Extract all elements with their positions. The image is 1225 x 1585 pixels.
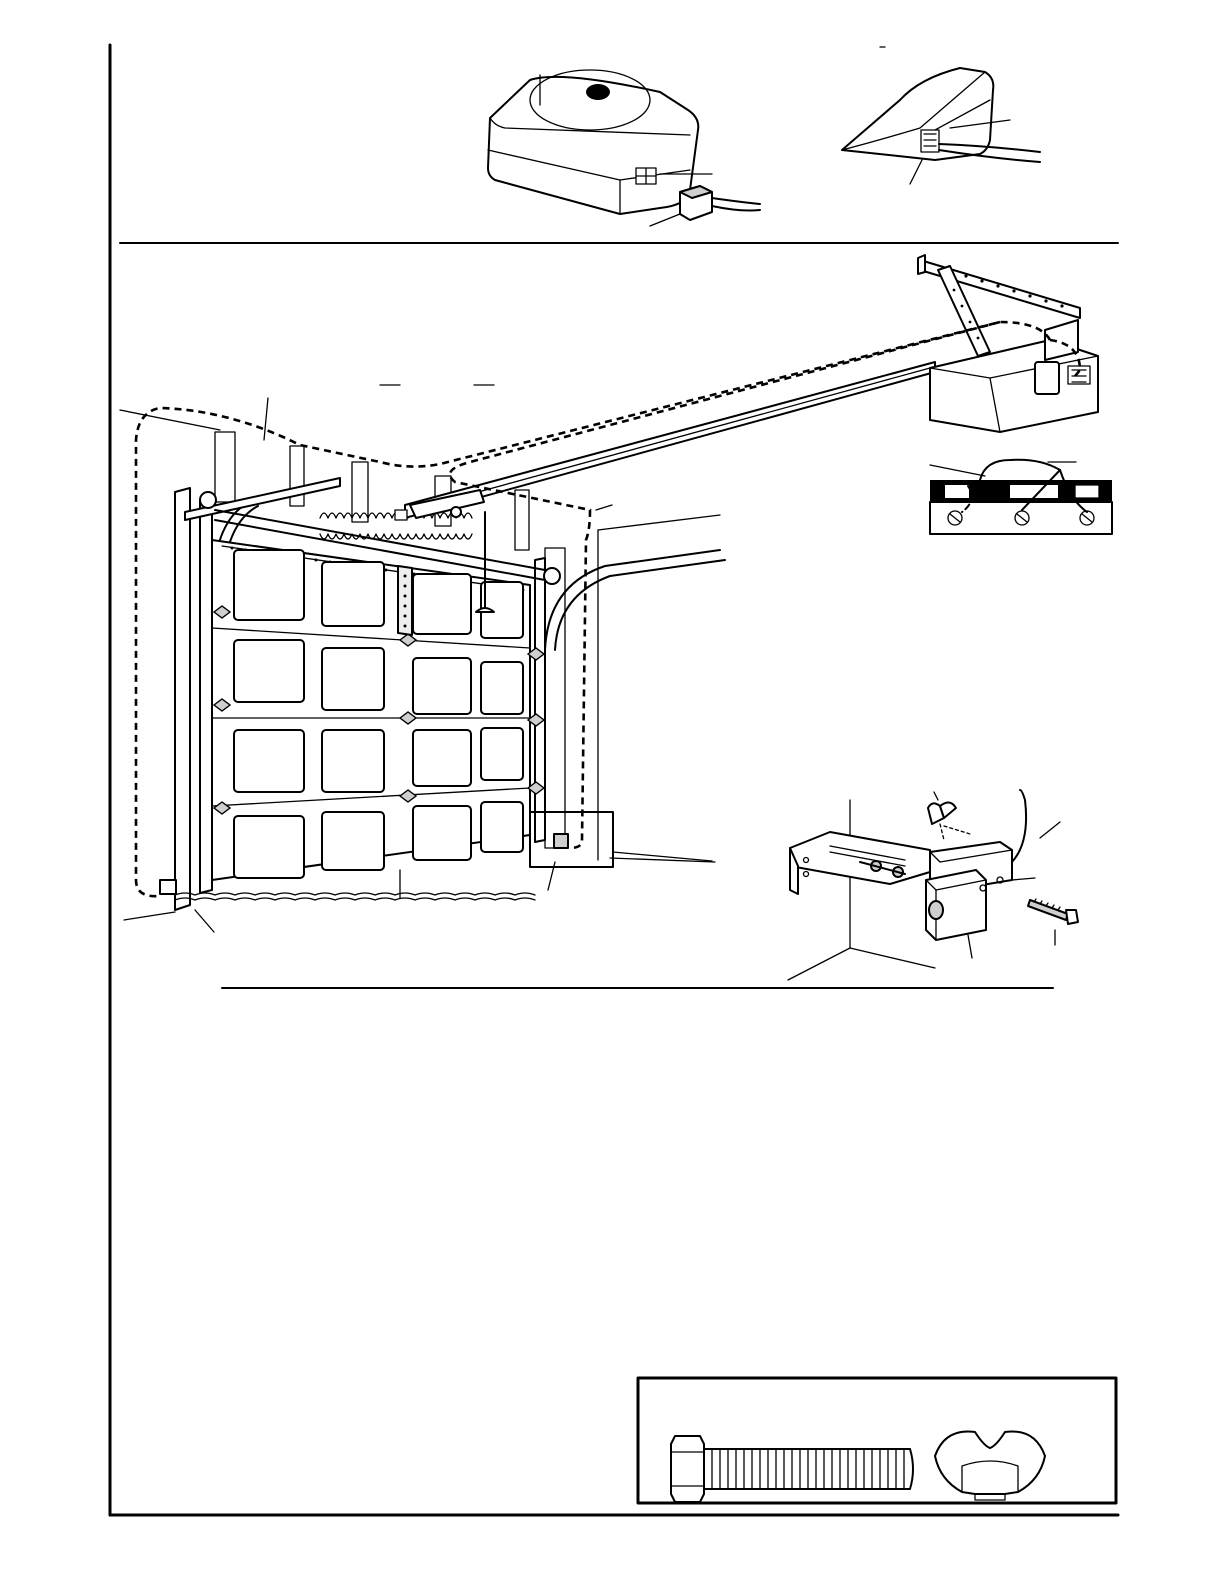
carriage-bolt-icon <box>671 1436 913 1502</box>
garage-door-opener-installation-icon <box>120 255 1098 932</box>
wing-nut-icon <box>935 1432 1045 1501</box>
photo-eye-sensor-icon <box>488 70 760 226</box>
wing-nut-small-icon <box>928 792 970 840</box>
sensor-bracket-assembly-icon <box>788 790 1078 980</box>
lag-screw-icon <box>1028 899 1078 924</box>
wire-terminal-block-icon <box>930 460 1112 534</box>
photo-eye-sensor-wired-icon <box>842 47 1040 184</box>
